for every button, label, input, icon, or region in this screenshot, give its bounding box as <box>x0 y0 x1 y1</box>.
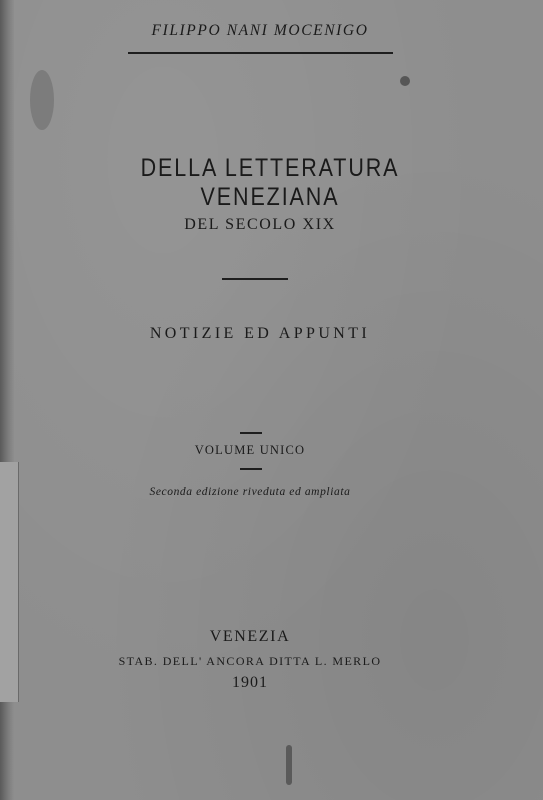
edition-note: Seconda edizione riveduta ed ampliata <box>149 486 351 498</box>
paper-stain <box>286 745 292 785</box>
notes-line: NOTIZIE ED APPUNTI <box>149 325 371 342</box>
paper-stain <box>30 70 54 130</box>
author-name: FILIPPO NANI MOCENIGO <box>151 22 369 39</box>
book-subtitle: DEL SECOLO XIX <box>184 216 336 233</box>
paper-stain <box>400 76 410 86</box>
title-divider <box>222 278 288 280</box>
volume-label: VOLUME UNICO <box>194 443 306 457</box>
header-rule <box>128 52 393 54</box>
publication-place: VENEZIA <box>209 628 291 645</box>
volume-rule-top <box>240 432 262 434</box>
book-title: DELLA LETTERATURA VENEZIANA <box>140 154 400 211</box>
volume-rule-bottom <box>240 468 262 470</box>
printer-name: STAB. DELL' ANCORA DITTA L. MERLO <box>118 654 382 668</box>
paper-tab-strip <box>0 462 19 702</box>
publication-year: 1901 <box>232 674 268 691</box>
